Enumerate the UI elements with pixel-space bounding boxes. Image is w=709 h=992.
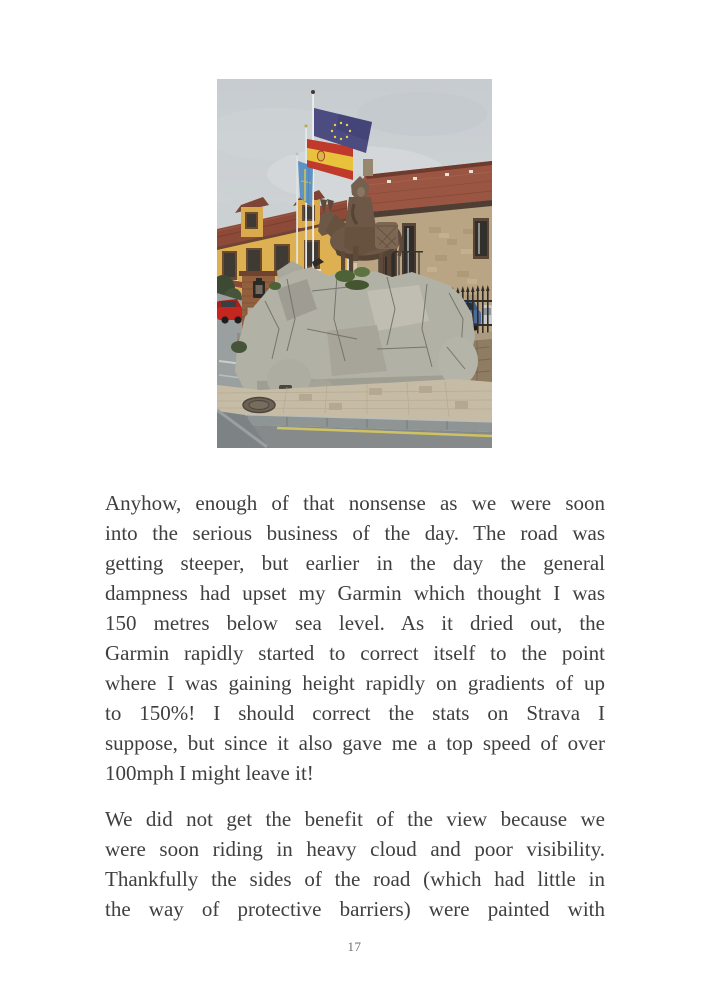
text-line: getting steeper, but earlier in the day the general xyxy=(105,551,605,575)
basket xyxy=(375,222,398,249)
lantern-icon xyxy=(253,278,265,298)
text-line: Anyhow, enough of that nonsense as we were soon xyxy=(105,491,605,515)
text-line: Thankfully the sides of the road (which had little in xyxy=(105,867,605,891)
text-line: We did not get the benefit of the view because we xyxy=(105,807,605,831)
text-line: where I was gaining height rapidly on gradients of up xyxy=(105,671,605,695)
text-line: Garmin rapidly started to correct itself to the point xyxy=(105,641,605,665)
text-line: to 150%! I should correct the stats on Strava I xyxy=(105,701,605,725)
text-line: suppose, but since it also gave me a top speed of over xyxy=(105,731,605,755)
text-line: were soon riding in heavy cloud and poor visibility. xyxy=(105,837,605,861)
text-line: 150 metres below sea level. As it dried out, the xyxy=(105,611,605,635)
text-line: 100mph I might leave it! xyxy=(105,761,314,785)
statue-photo-illustration xyxy=(217,79,492,448)
paragraph-2 xyxy=(105,804,605,924)
paragraph-1 xyxy=(105,488,605,788)
text-line: dampness had upset my Garmin which thought I was xyxy=(105,581,605,605)
page-number: 17 xyxy=(347,939,362,954)
statue-photo xyxy=(217,79,492,448)
text-line: into the serious business of the day. The road was xyxy=(105,521,605,545)
manhole-cover xyxy=(243,398,275,413)
text-line: the way of protective barriers) were painted with xyxy=(105,897,605,921)
